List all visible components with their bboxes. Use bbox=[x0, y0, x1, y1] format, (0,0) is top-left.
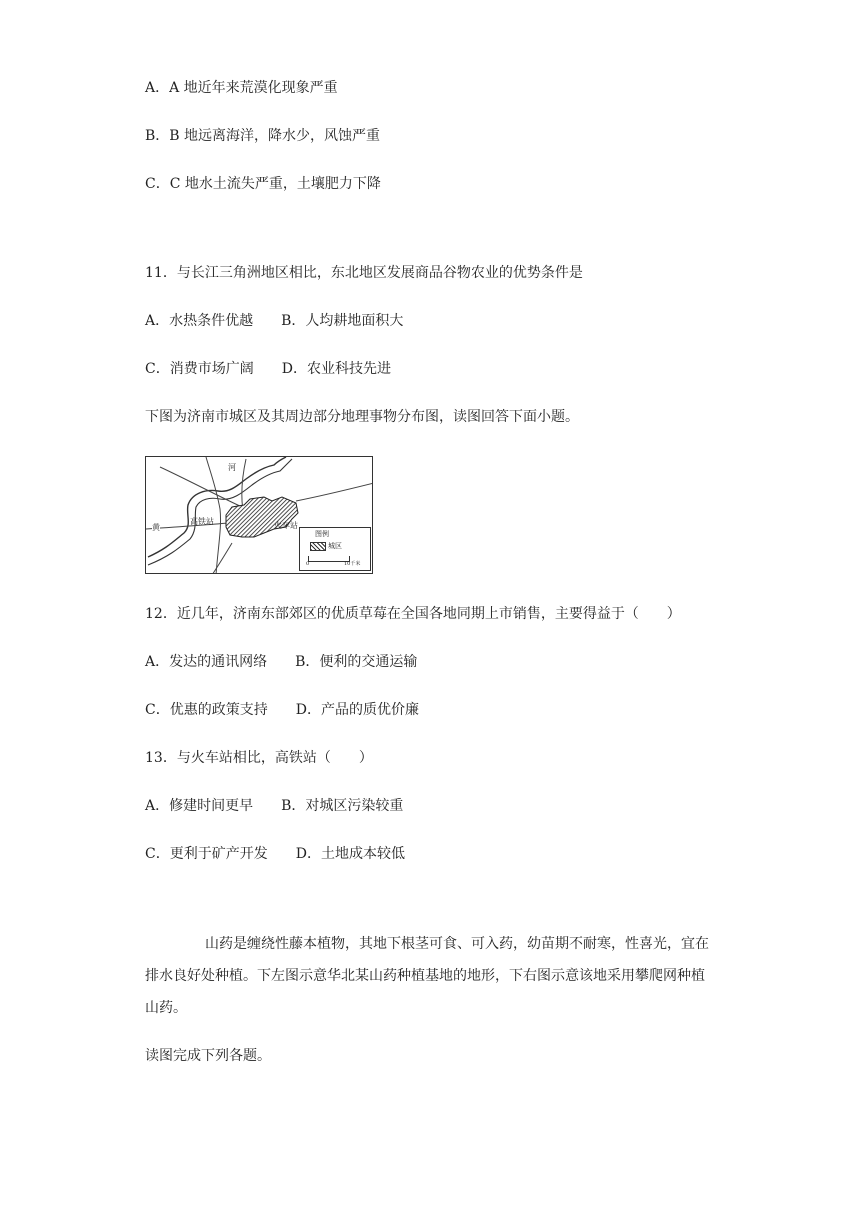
map-legend bbox=[299, 527, 371, 571]
map-label-hsr-station: 高铁站 bbox=[190, 517, 214, 526]
legend-title: 图例 bbox=[315, 530, 329, 538]
q12-option-d: D．产品的质优价廉 bbox=[295, 702, 419, 718]
q11-option-b: B．人均耕地面积大 bbox=[281, 313, 404, 329]
q13-option-d: D．土地成本较低 bbox=[295, 846, 405, 862]
q11-options-row2 bbox=[145, 359, 391, 379]
q13-options-row1 bbox=[145, 796, 403, 816]
map-label-train-station: 火车站 bbox=[274, 521, 298, 530]
q12-option-c: C．优惠的政策支持 bbox=[145, 702, 268, 718]
q13-option-b: B．对城区污染较重 bbox=[281, 798, 404, 814]
yam-paragraph: 山药是缠绕性藤本植物，其地下根茎可食、可入药，幼苗期不耐寒，性喜光，宜在排水良好处种植。下左图示意华北某山药种植基地的地形，下右图示意该地采用攀爬网种植山药。 bbox=[145, 936, 709, 1016]
legend-urban-swatch bbox=[310, 542, 326, 551]
map-label-huang: 黄 bbox=[152, 523, 160, 532]
q12-stem: 12．近几年，济南东部郊区的优质草莓在全国各地同期上市销售，主要得益于（ ） bbox=[145, 606, 681, 622]
scale-zero: 0 bbox=[306, 561, 310, 567]
q10-option-c: C．C 地水土流失严重，土壤肥力下降 bbox=[145, 176, 381, 192]
q12-options-row2 bbox=[145, 700, 419, 720]
q13-options-row2 bbox=[145, 844, 405, 864]
urban-area bbox=[226, 497, 298, 537]
q13-option-a: A．修建时间更早 bbox=[145, 798, 254, 814]
map-label-river: 河 bbox=[228, 463, 236, 472]
q11-option-a: A．水热条件优越 bbox=[145, 313, 254, 329]
q11-option-c: C．消费市场广阔 bbox=[145, 361, 254, 377]
read-instruction: 读图完成下列各题。 bbox=[145, 1048, 271, 1064]
road-line-4 bbox=[212, 543, 232, 574]
q12-option-b: B．便利的交通运输 bbox=[295, 654, 418, 670]
q13-option-c: C．更利于矿产开发 bbox=[145, 846, 268, 862]
q11-option-d: D．农业科技先进 bbox=[281, 361, 391, 377]
jinan-map bbox=[145, 456, 373, 574]
legend-urban-label: 城区 bbox=[328, 542, 342, 550]
q11-stem: 11．与长江三角洲地区相比，东北地区发展商品谷物农业的优势条件是 bbox=[145, 265, 583, 281]
road-line-3 bbox=[296, 483, 373, 501]
q11-options-row1 bbox=[145, 311, 403, 331]
q12-options-row1 bbox=[145, 652, 417, 672]
q12-option-a: A．发达的通讯网络 bbox=[145, 654, 268, 670]
q10-option-b: B．B 地远离海洋，降水少，风蚀严重 bbox=[145, 128, 381, 144]
map-intro: 下图为济南市城区及其周边部分地理事物分布图，读图回答下面小题。 bbox=[145, 409, 579, 425]
q10-option-a: A．A 地近年来荒漠化现象严重 bbox=[145, 80, 338, 96]
scale-end: 10千米 bbox=[344, 561, 361, 567]
railway-line-1 bbox=[206, 457, 221, 574]
q13-stem: 13．与火车站相比，高铁站（ ） bbox=[145, 750, 373, 766]
